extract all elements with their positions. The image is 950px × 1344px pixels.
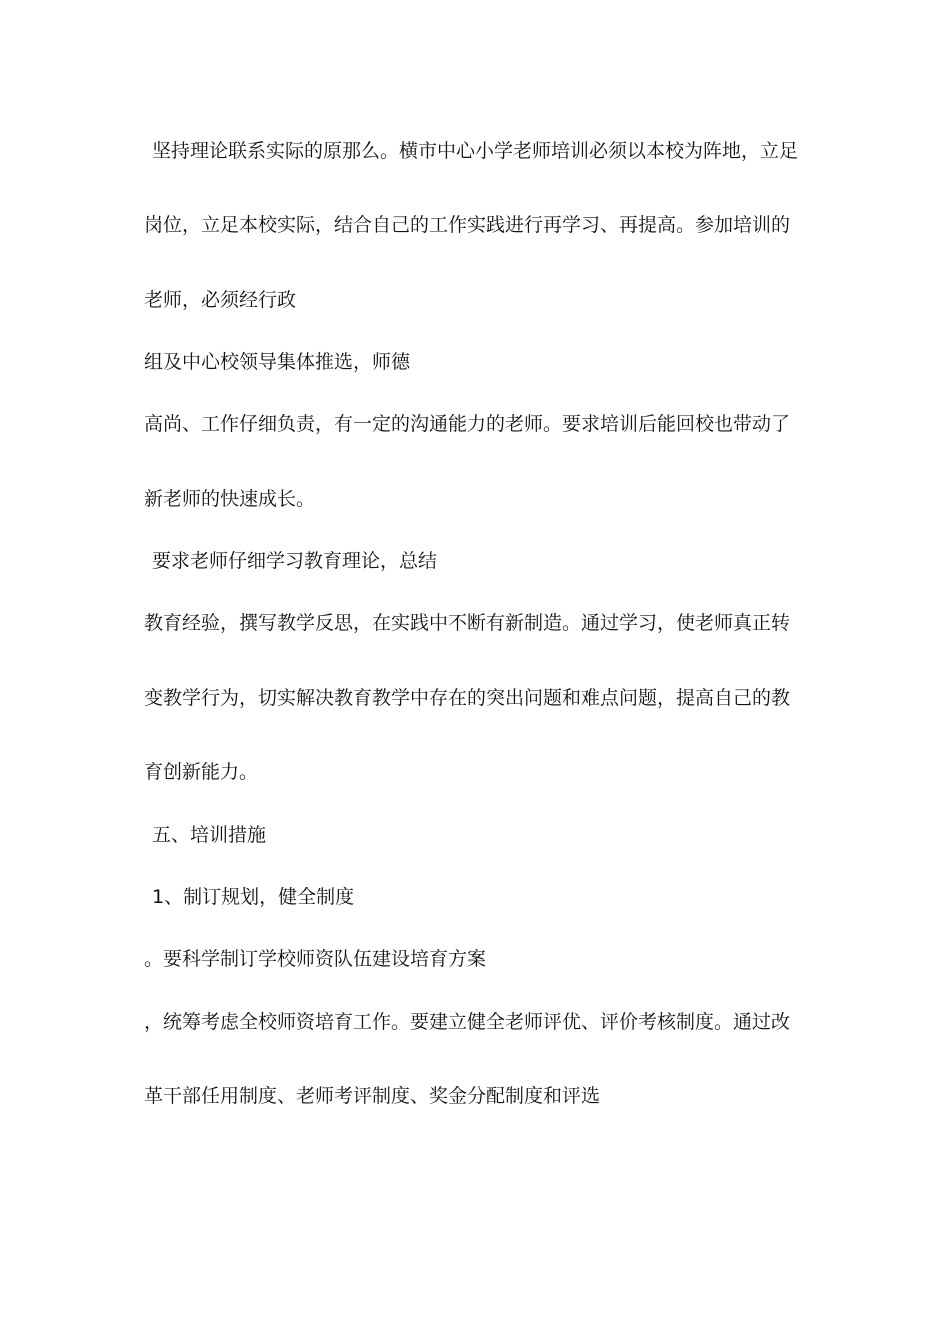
subsection-heading: 1、制订规划，健全制度 bbox=[152, 886, 355, 908]
paragraph-line: 变教学行为，切实解决教育教学中存在的突出问题和难点问题，提高自己的教 bbox=[144, 687, 791, 709]
paragraph-line: 坚持理论联系实际的原那么。横市中心小学老师培训必须以本校为阵地，立足 bbox=[152, 140, 799, 162]
paragraph-line: ，统筹考虑全校师资培育工作。要建立健全老师评优、评价考核制度。通过改 bbox=[144, 1011, 791, 1033]
paragraph-line: 高尚、工作仔细负责，有一定的沟通能力的老师。要求培训后能回校也带动了 bbox=[144, 413, 791, 435]
paragraph-line: 新老师的快速成长。 bbox=[144, 488, 316, 510]
paragraph-line: 育创新能力。 bbox=[144, 761, 259, 783]
paragraph-line: 教育经验，撰写教学反思，在实践中不断有新制造。通过学习，使老师真正转 bbox=[144, 612, 791, 634]
paragraph-line: 岗位，立足本校实际，结合自己的工作实践进行再学习、再提高。参加培训的 bbox=[144, 214, 791, 236]
paragraph-line: 组及中心校领导集体推选，师德 bbox=[144, 351, 411, 373]
paragraph-line: 老师，必须经行政 bbox=[144, 289, 297, 311]
section-heading: 五、培训措施 bbox=[152, 824, 267, 846]
paragraph-line: 。要科学制订学校师资队伍建设培育方案 bbox=[144, 948, 487, 970]
paragraph-line: 要求老师仔细学习教育理论，总结 bbox=[152, 550, 438, 572]
paragraph-line: 革干部任用制度、老师考评制度、奖金分配制度和评选 bbox=[144, 1085, 601, 1107]
